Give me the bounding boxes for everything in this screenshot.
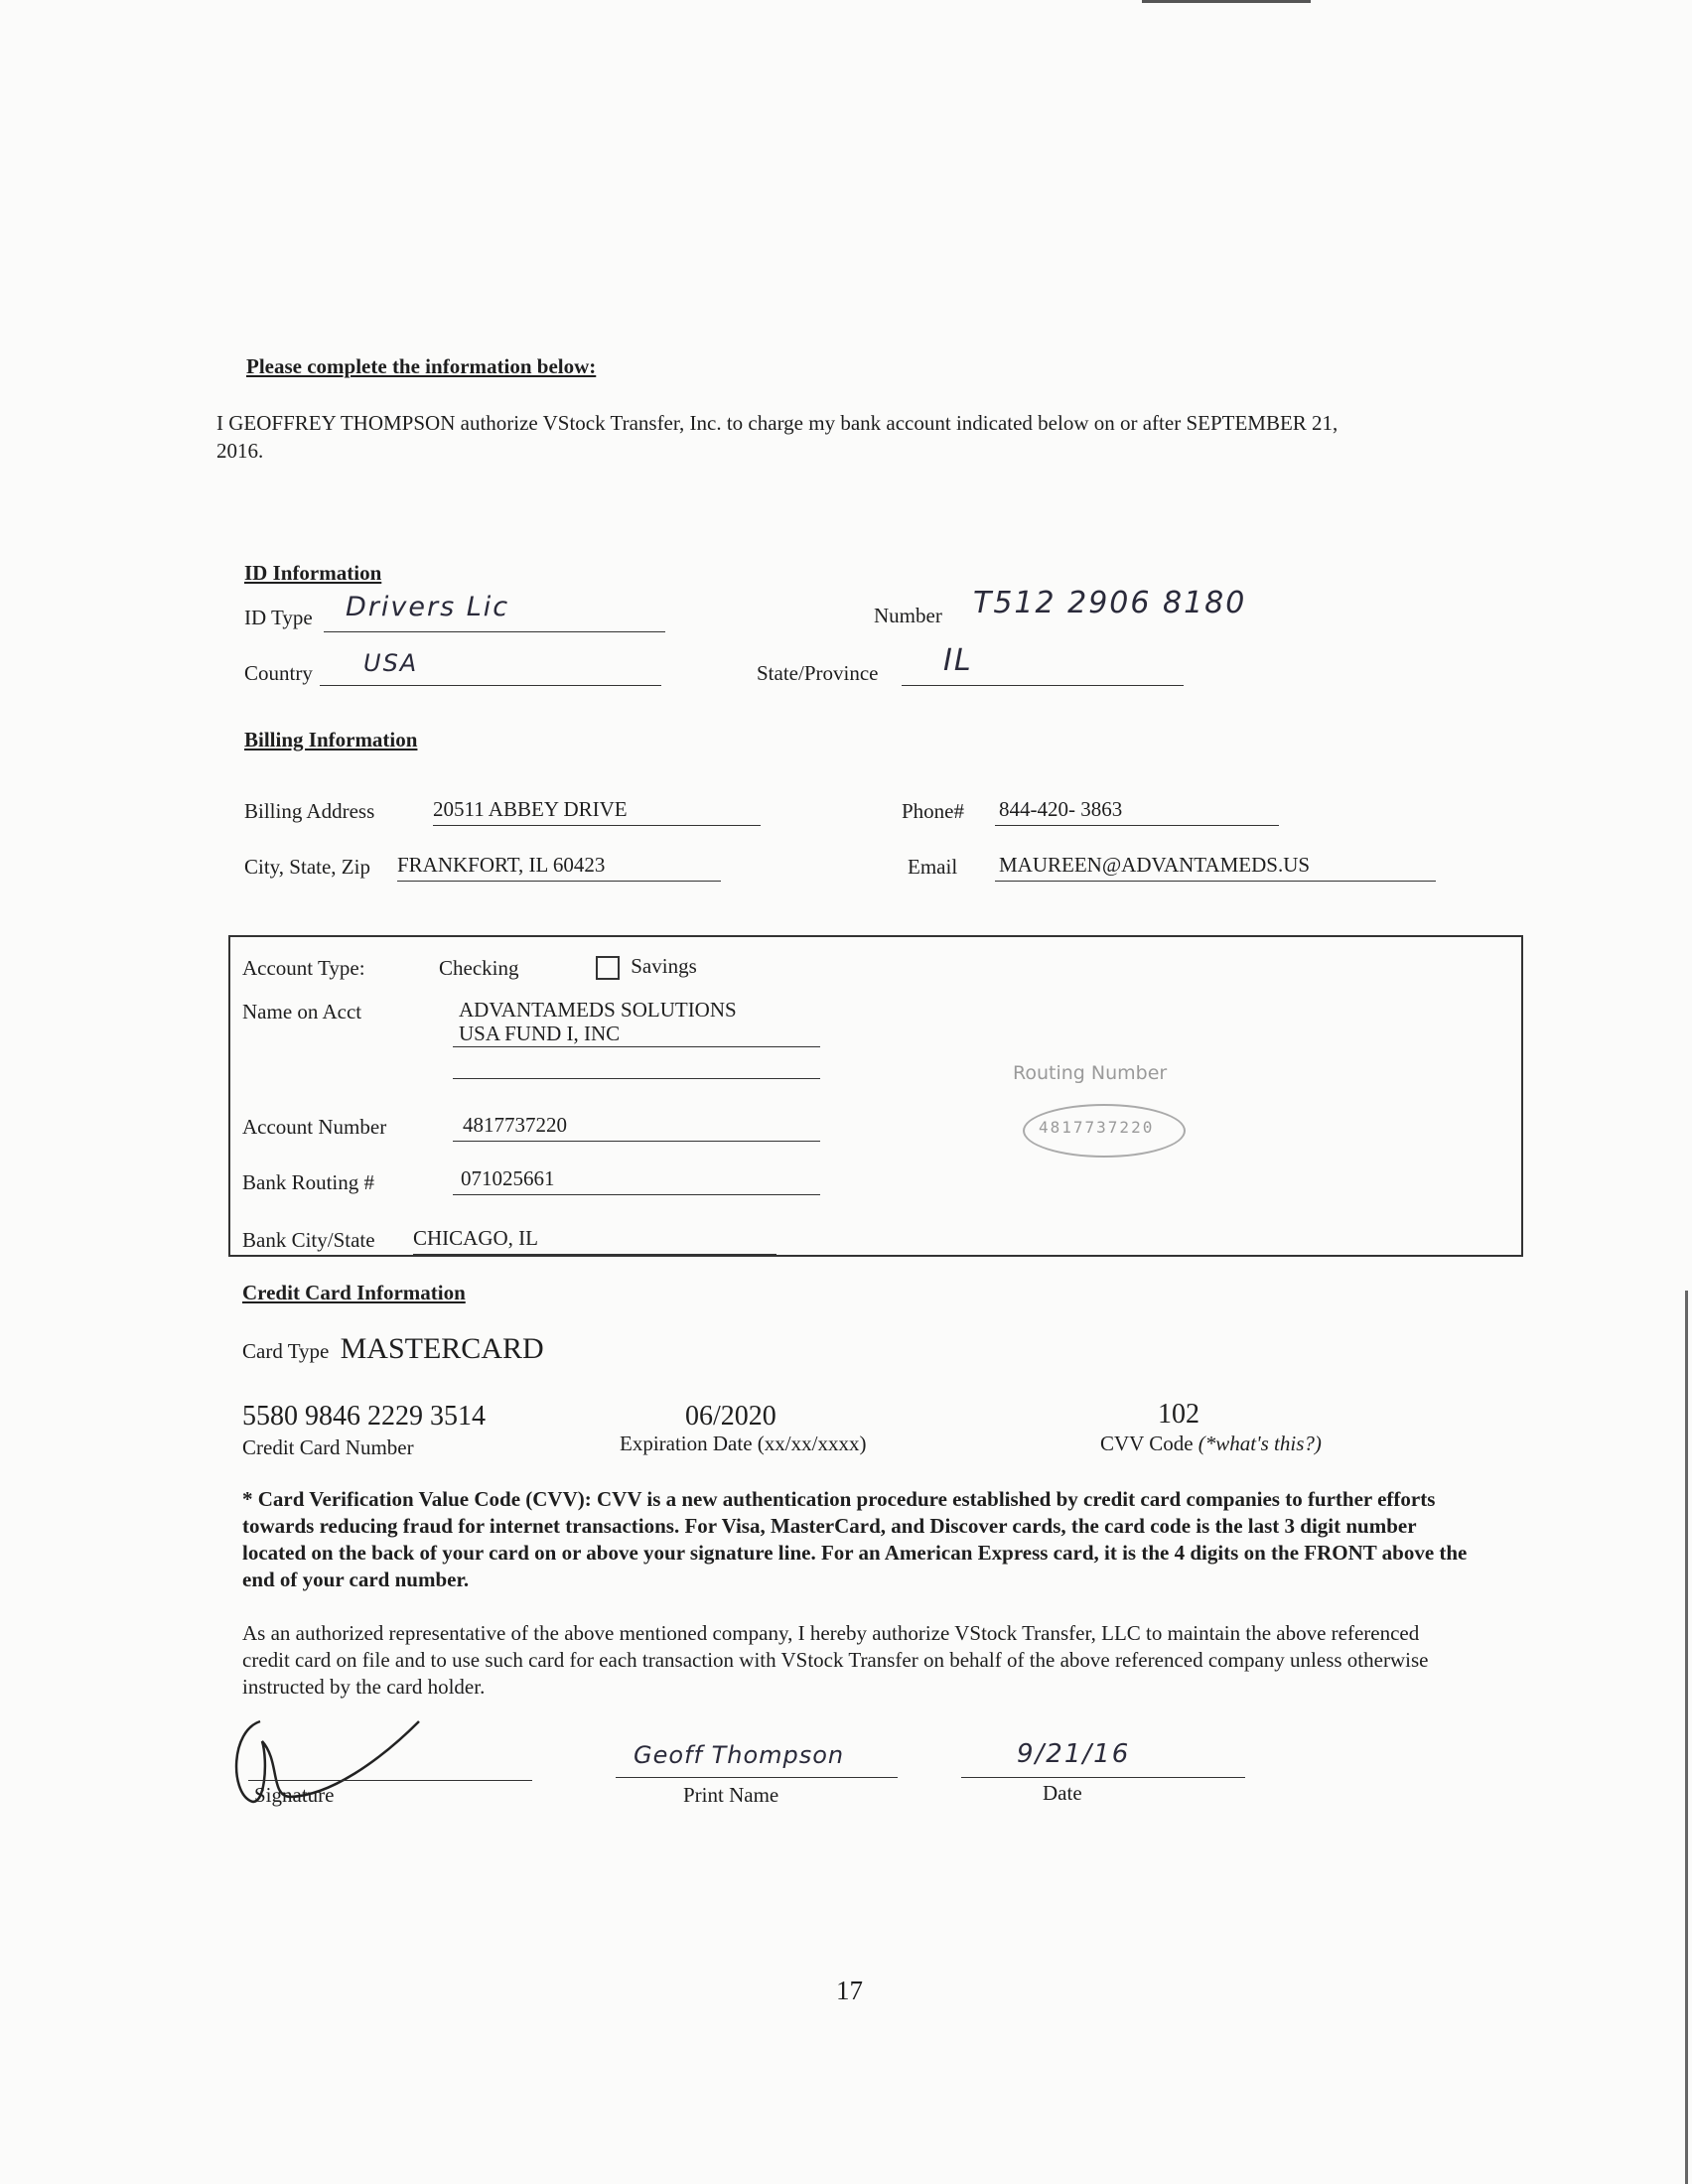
country-value: USA xyxy=(363,649,419,677)
city-state-zip-label: City, State, Zip xyxy=(244,855,370,879)
check-routing-label: Routing Number xyxy=(1013,1062,1168,1084)
signature-line[interactable] xyxy=(248,1760,532,1781)
email-field[interactable] xyxy=(995,853,1436,882)
email-label: Email xyxy=(908,855,958,879)
bank-routing-field[interactable] xyxy=(453,1166,820,1195)
state-value: IL xyxy=(943,643,973,678)
card-type-label: Card Type xyxy=(242,1339,330,1363)
city-state-zip-field[interactable] xyxy=(397,853,721,882)
id-info-heading: ID Information xyxy=(244,561,382,585)
account-number-label: Account Number xyxy=(242,1115,387,1139)
bank-routing-value: 071025661 xyxy=(461,1166,555,1190)
credit-card-heading: Credit Card Information xyxy=(242,1281,466,1304)
number-value: T512 2906 8180 xyxy=(973,586,1247,620)
bank-routing-label: Bank Routing # xyxy=(242,1170,375,1194)
authorization-line-1: I GEOFFREY THOMPSON authorize VStock Transfer, Inc. to charge my bank account indicated below on or after SEPTEMBER 21, xyxy=(216,411,1339,435)
billing-heading: Billing Information xyxy=(244,728,418,751)
date-value: 9/21/16 xyxy=(1017,1739,1131,1769)
card-number-label: Credit Card Number xyxy=(242,1435,414,1459)
id-type-field[interactable] xyxy=(324,592,665,632)
card-type-value: MASTERCARD xyxy=(340,1332,544,1365)
cvv-label-row xyxy=(1100,1432,1322,1456)
card-number-value: 5580 9846 2229 3514 xyxy=(242,1401,486,1432)
print-name-label: Print Name xyxy=(683,1783,779,1807)
bank-city-label: Bank City/State xyxy=(242,1228,375,1252)
bank-city-value: CHICAGO, IL xyxy=(413,1226,538,1250)
billing-address-value: 20511 ABBEY DRIVE xyxy=(433,797,628,821)
expiry-label: Expiration Date (xx/xx/xxxx) xyxy=(620,1432,867,1455)
state-label: State/Province xyxy=(757,661,879,685)
authorization-line-2: 2016. xyxy=(216,439,264,463)
phone-label: Phone# xyxy=(902,799,964,823)
country-label: Country xyxy=(244,661,313,685)
print-name-field[interactable] xyxy=(616,1741,898,1778)
email-value: MAUREEN@ADVANTAMEDS.US xyxy=(999,853,1311,877)
phone-value: 844-420- 3863 xyxy=(999,797,1123,821)
cvv-value: 102 xyxy=(1158,1399,1199,1430)
city-state-zip-value: FRANKFORT, IL 60423 xyxy=(397,853,606,877)
savings-option[interactable] xyxy=(596,954,697,980)
top-rule xyxy=(1142,0,1311,3)
name-on-acct-extra-line[interactable] xyxy=(453,1056,820,1079)
number-label: Number xyxy=(874,604,942,627)
cvv-note: * Card Verification Value Code (CVV): CVV is a new authentication procedure established by credit card companies to further efforts towards reducing fraud for internet transactions. For Visa, MasterCard, and Discover cards, the card code is the last 3 digit number located on the back of your card on or above your signature line. For an American Express card, it is the 4 digits on the FRONT above the end of your card number. xyxy=(242,1487,1468,1591)
name-on-acct-line-1: ADVANTAMEDS SOLUTIONS xyxy=(459,998,737,1022)
account-type-label: Account Type: xyxy=(242,956,365,980)
card-type-row xyxy=(242,1332,544,1366)
savings-checkbox[interactable] xyxy=(596,956,620,980)
expiry-value: 06/2020 xyxy=(685,1401,776,1432)
account-number-value: 4817737220 xyxy=(463,1113,567,1137)
check-routing-digits: 4817737220 xyxy=(1039,1118,1155,1137)
account-number-field[interactable] xyxy=(453,1113,820,1142)
intro-heading: Please complete the information below: xyxy=(246,354,597,378)
bank-account-box xyxy=(228,935,1523,1257)
number-field[interactable] xyxy=(953,586,1247,629)
cvv-help-link[interactable]: (*what's this?) xyxy=(1198,1432,1322,1455)
id-type-value: Drivers Lic xyxy=(346,592,510,622)
date-label: Date xyxy=(1043,1781,1082,1805)
name-on-acct-field[interactable] xyxy=(453,1023,820,1047)
billing-address-label: Billing Address xyxy=(244,799,375,823)
id-type-label: ID Type xyxy=(244,606,313,629)
page-edge-rule xyxy=(1685,1291,1688,2184)
name-on-acct-label: Name on Acct xyxy=(242,1000,362,1024)
name-on-acct-line-2: USA FUND I, INC xyxy=(459,1022,621,1045)
cvv-label: CVV Code xyxy=(1100,1432,1194,1455)
signature-label: Signature xyxy=(254,1783,335,1807)
checking-option[interactable]: Checking xyxy=(439,956,519,980)
page-number: 17 xyxy=(836,1976,863,2005)
authorization-statement: As an authorized representative of the above mentioned company, I hereby authorize VStock Transfer, LLC to maintain the above referenced credit card on file and to use such card for each transaction with VStock Transfer on behalf of the above referenced company unless otherwise instructed by the card holder. xyxy=(242,1621,1429,1699)
phone-field[interactable] xyxy=(995,797,1279,826)
bank-city-field[interactable] xyxy=(413,1226,776,1255)
date-field[interactable] xyxy=(961,1739,1245,1778)
savings-label: Savings xyxy=(631,954,697,978)
state-field[interactable] xyxy=(902,643,1184,686)
billing-address-field[interactable] xyxy=(433,797,761,826)
print-name-value: Geoff Thompson xyxy=(634,1741,845,1769)
country-field[interactable] xyxy=(320,649,661,686)
